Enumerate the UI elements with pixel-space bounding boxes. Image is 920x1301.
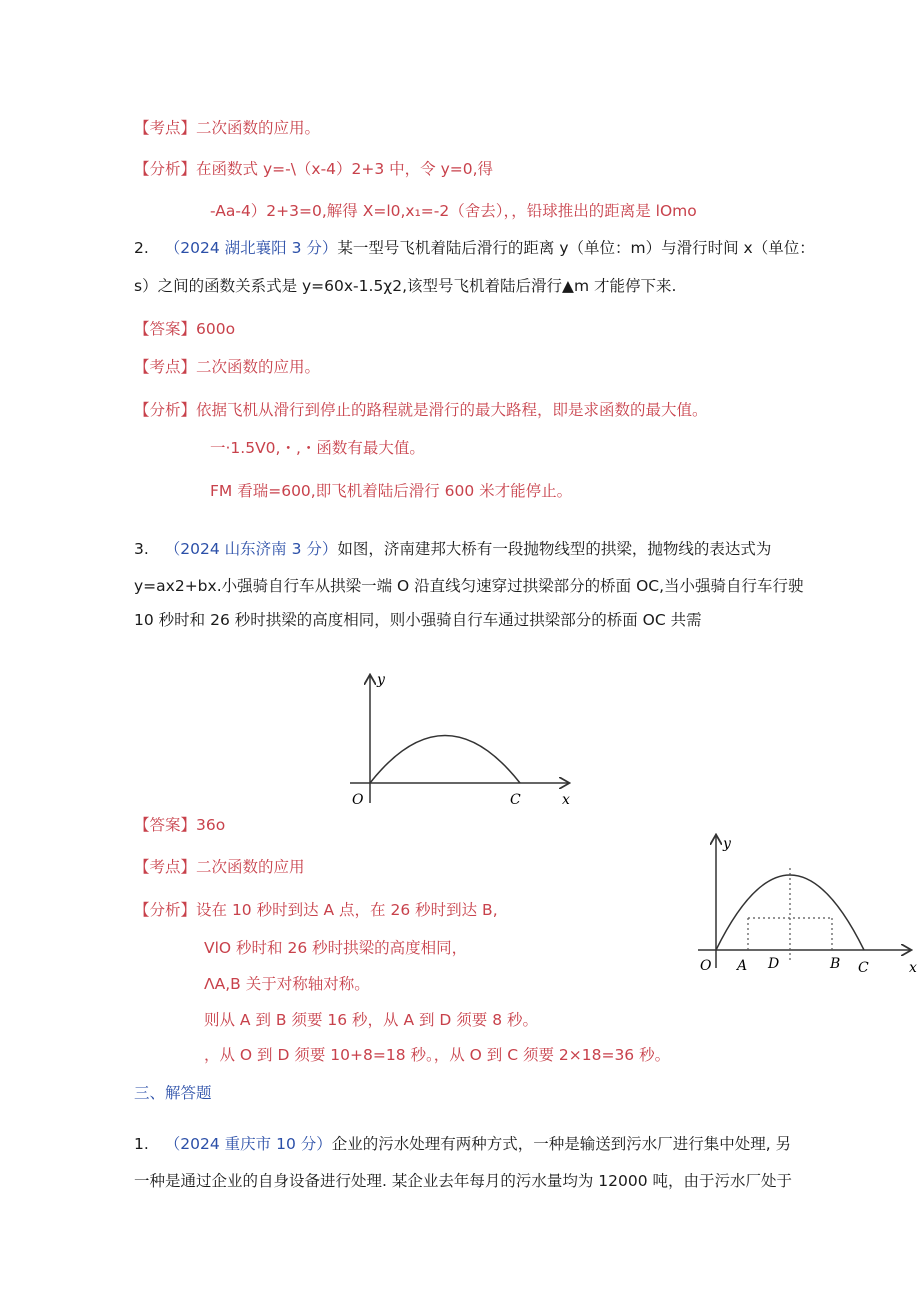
question-2-line-1 bbox=[134, 238, 815, 258]
kaodian-text: 二次函数的应用 bbox=[196, 858, 305, 876]
fenxi-continuation: -Aa-4）2+3=0,解得 X=l0,x₁=-2（舍去），，铅球推出的距离是 lOmo bbox=[210, 202, 697, 220]
point-a-label: A bbox=[737, 958, 748, 974]
problem-1-line-1 bbox=[134, 1134, 791, 1154]
question-text: 如图，济南建邦大桥有一段抛物线型的拱梁，抛物线的表达式为 bbox=[337, 540, 772, 558]
question-number: 3. bbox=[134, 540, 149, 558]
kaodian-line bbox=[134, 118, 320, 138]
fenxi-continuation: VlO 秒时和 26 秒时拱梁的高度相同， bbox=[204, 939, 468, 957]
fenxi-text: 在函数式 y=-\（x-4）2+3 中，令 y=0,得 bbox=[196, 160, 494, 178]
kaodian-label: 【考点】 bbox=[134, 858, 197, 876]
y-axis-label: y bbox=[723, 836, 731, 852]
answer-label: 【答案】 bbox=[134, 320, 197, 338]
fenxi-text: 依据飞机从滑行到停止的路程就是滑行的最大路程，即是求函数的最大值。 bbox=[196, 401, 708, 419]
question-2-line-2: s）之间的函数关系式是 y=60x-1.5χ2,该型号飞机着陆后滑行▲m 才能停下来. bbox=[134, 277, 677, 295]
question-3-line-3: 10 秒时和 26 秒时拱梁的高度相同，则小强骑自行车通过拱梁部分的桥面 OC 共需 bbox=[134, 611, 702, 629]
parabola-figure bbox=[340, 668, 580, 813]
question-number: 2. bbox=[134, 239, 149, 257]
point-c-label: C bbox=[510, 792, 521, 808]
question-number: 1. bbox=[134, 1135, 149, 1153]
problem-1-line-2: 一种是通过企业的自身设备进行处理. 某企业去年每月的污水量均为 12000 吨，由于污水厂处于 bbox=[134, 1172, 793, 1190]
question-source: （2024 山东济南 3 分） bbox=[164, 540, 338, 558]
fenxi-continuation: FM 看瑞=600,即飞机着陆后滑行 600 米才能停止。 bbox=[210, 482, 573, 500]
kaodian-text: 二次函数的应用。 bbox=[196, 119, 321, 137]
section-title: 三、解答题 bbox=[134, 1084, 212, 1102]
fenxi-label: 【分析】 bbox=[134, 160, 197, 178]
answer-line bbox=[134, 815, 225, 835]
question-source: （2024 重庆市 10 分） bbox=[164, 1135, 332, 1153]
point-c-label: C bbox=[858, 960, 869, 976]
fenxi-text: 设在 10 秒时到达 A 点，在 26 秒时到达 B, bbox=[196, 901, 498, 919]
point-b-label: B bbox=[830, 956, 841, 972]
question-3-line-1 bbox=[134, 539, 771, 559]
origin-label: O bbox=[352, 792, 364, 808]
question-3-line-2: y=ax2+bx.小强骑自行车从拱梁一端 O 沿直线匀速穿过拱梁部分的桥面 OC,当小强骑自行车行驶 bbox=[134, 577, 804, 595]
fenxi-line bbox=[134, 159, 493, 179]
question-text: 企业的污水处理有两种方式，一种是输送到污水厂进行集中处理, 另 bbox=[331, 1135, 792, 1153]
fenxi-label: 【分析】 bbox=[134, 401, 197, 419]
fenxi-line bbox=[134, 400, 708, 420]
origin-label: O bbox=[700, 958, 712, 974]
kaodian-label: 【考点】 bbox=[134, 358, 197, 376]
fenxi-continuation: 则从 A 到 B 须要 16 秒，从 A 到 D 须要 8 秒。 bbox=[204, 1011, 538, 1029]
point-d-label: D bbox=[768, 956, 780, 972]
kaodian-line bbox=[134, 357, 320, 377]
fenxi-line bbox=[134, 900, 498, 920]
fenxi-continuation: ，从 O 到 D 须要 10+8=18 秒。，从 O 到 C 须要 2×18=36 秒。 bbox=[204, 1046, 671, 1064]
question-text: 某一型号飞机着陆后滑行的距离 y（单位：m）与滑行时间 x（单位： bbox=[337, 239, 815, 257]
fenxi-continuation: 一·1.5V0,・,・函数有最大值。 bbox=[210, 439, 425, 457]
answer-text: 600o bbox=[196, 320, 236, 338]
x-axis-label: x bbox=[909, 960, 917, 976]
kaodian-text: 二次函数的应用。 bbox=[196, 358, 321, 376]
parabola-arch bbox=[370, 736, 520, 784]
x-axis-label: x bbox=[562, 792, 570, 808]
fenxi-label: 【分析】 bbox=[134, 901, 197, 919]
answer-line bbox=[134, 319, 235, 339]
fenxi-continuation: ΛA,B 关于对称轴对称。 bbox=[204, 975, 370, 993]
kaodian-label: 【考点】 bbox=[134, 119, 197, 137]
answer-label: 【答案】 bbox=[134, 816, 197, 834]
y-axis-label: y bbox=[377, 672, 385, 688]
parabola-solution-figure bbox=[690, 830, 918, 978]
answer-text: 36o bbox=[196, 816, 226, 834]
kaodian-line bbox=[134, 857, 305, 877]
question-source: （2024 湖北襄阳 3 分） bbox=[164, 239, 338, 257]
